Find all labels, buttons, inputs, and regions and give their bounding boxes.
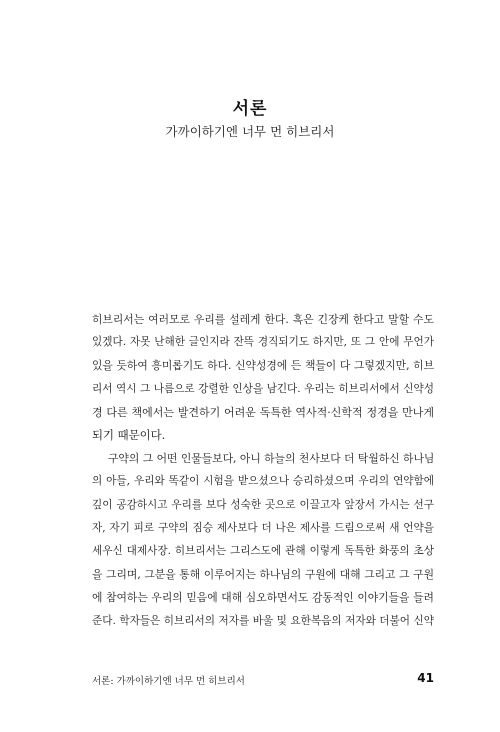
page-number: 41 xyxy=(417,671,434,685)
paragraph-2-line-8: 준다. 학자들은 히브리서의 저자를 바울 및 요한복음의 저자와 더불어 신약 xyxy=(92,614,434,627)
paragraph-1-line-1: 히브리서는 여러모로 우리를 설레게 한다. 혹은 긴장케 한다고 말할 수도 xyxy=(92,313,434,326)
paragraph-1-line-4: 리서 역시 그 나름으로 강렬한 인상을 남긴다. 우리는 히브리서에서 신약성 xyxy=(92,382,434,395)
paragraph-2-line-3: 깊이 공감하시고 우리를 보다 성숙한 곳으로 이끌고자 앞장서 가시는 선구 xyxy=(92,498,434,511)
paragraph-2-line-4: 자, 자기 피로 구약의 짐승 제사보다 더 나은 제사를 드림으로써 새 언약을 xyxy=(92,521,434,534)
page-footer xyxy=(92,671,434,687)
paragraph-2-line-7: 에 참여하는 우리의 믿음에 대해 심오하면서도 감동적인 이야기들을 들려 xyxy=(92,591,434,605)
paragraph-2-line-5: 세우신 대제사장. 히브리서는 그리스도에 관해 이렇게 독특한 화풍의 초상 xyxy=(92,545,434,558)
paragraph-1-line-5: 경 다른 책에서는 발견하기 어려운 독특한 역사적·신학적 정경을 만나게 xyxy=(92,405,434,419)
paragraph-2-line-1: 구약의 그 어떤 인물들보다, 아니 하늘의 천사보다 더 탁월하신 하나님 xyxy=(108,452,435,466)
running-title: 서론: 가까이하기엔 너무 먼 히브리서 xyxy=(92,676,245,687)
paragraph-2-line-6: 을 그리며, 그분을 통해 이루어지는 하나님의 구원에 대해 그리고 그 구원 xyxy=(92,568,434,582)
body-text xyxy=(92,308,434,633)
paragraph-1-line-2: 있겠다. 자못 난해한 글인지라 잔뜩 경직되기도 하지만, 또 그 안에 무언가 xyxy=(92,336,434,349)
chapter-title: 서론 xyxy=(232,99,268,119)
paragraph-1-line-6: 되기 때문이다. xyxy=(92,428,166,443)
chapter-subtitle: 가까이하기엔 너무 먼 히브리서 xyxy=(165,124,335,139)
paragraph-2-line-2: 의 아들, 우리와 똑같이 시험을 받으셨으나 승리하셨으며 우리의 연약함에 xyxy=(92,475,434,488)
paragraph-1-line-3: 있을 듯하여 흥미롭기도 하다. 신약성경에 든 책들이 다 그렇겠지만, 히브 xyxy=(92,359,434,373)
